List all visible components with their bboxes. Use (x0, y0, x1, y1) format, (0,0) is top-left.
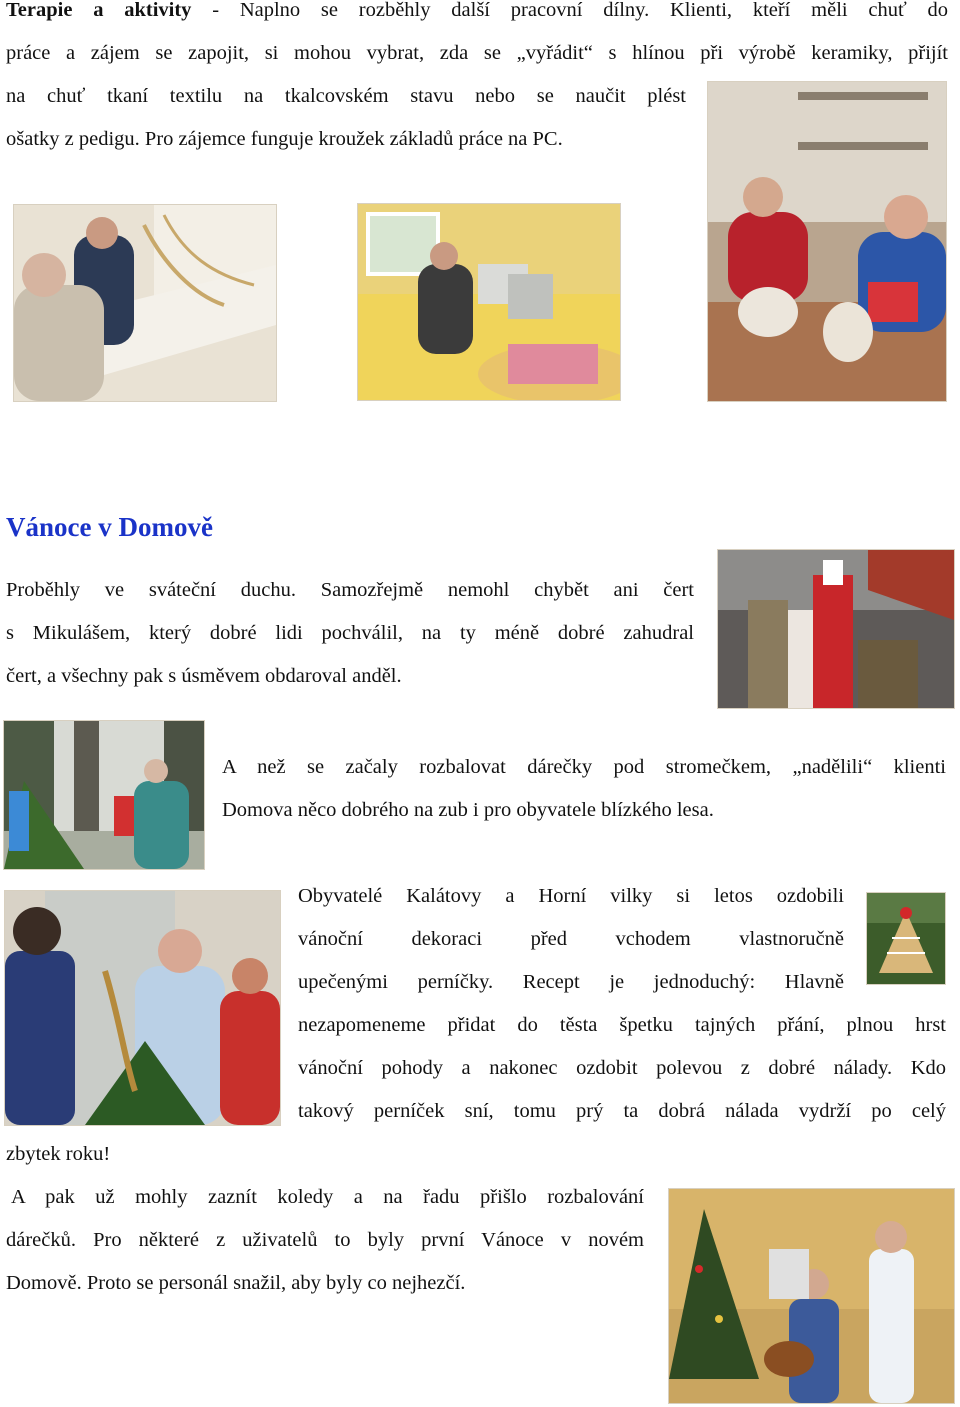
christmas-p2-line-2: Domova něco dobrého na zub i pro obyvatele blízkého lesa. (222, 799, 714, 821)
christmas-p3-line-6: takový perníček sní, tomu prý ta dobrá nálada vydrží po celý (298, 1100, 946, 1122)
photo-gingerbread-tree (866, 892, 946, 985)
christmas-p1-line-2: s Mikulášem, který dobré lidi pochválil, na ty méně dobré zahudral (6, 622, 694, 644)
therapy-line-4: ošatky z pedigu. Pro zájemce funguje kroužek základů práce na PC. (6, 128, 563, 150)
photo-decorating (4, 890, 281, 1126)
christmas-p3-line-2: vánoční dekoraci před vchodem vlastnoručně (298, 928, 844, 950)
photo-forest-visit (3, 720, 205, 870)
photo-st-nicholas (717, 549, 955, 709)
christmas-p3-line-4: nezapomeneme přidat do těsta špetku tajných přání, plnou hrst (298, 1014, 946, 1036)
christmas-p4-line-3: Domově. Proto se personál snažil, aby byly co nejhezčí. (6, 1272, 466, 1294)
photo-basket-weaving (13, 204, 277, 402)
christmas-p1-line-1: Proběhly ve sváteční duchu. Samozřejmě nemohl chybět ani čert (6, 579, 694, 601)
therapy-heading: Terapie a aktivity (6, 0, 192, 21)
christmas-p3-line-7: zbytek roku! (6, 1143, 111, 1165)
therapy-line-2: práce a zájem se zapojit, si mohou vybrat, zda se „vyřádit“ s hlínou při výrobě keramiky, přijít (6, 42, 948, 64)
photo-pc-club (357, 203, 621, 401)
christmas-p1-line-3: čert, a všechny pak s úsměvem obdaroval anděl. (6, 665, 402, 687)
section-title-christmas: Vánoce v Domově (6, 512, 213, 542)
christmas-p3-line-3: upečenými perníčky. Recept je jednoduchý: Hlavně (298, 971, 844, 993)
christmas-p4-line-1: A pak už mohly zaznít koledy a na řadu přišlo rozbalování (11, 1186, 644, 1208)
christmas-p2-line-1: A než se začaly rozbalovat dárečky pod stromečkem, „nadělili“ klienti (222, 756, 946, 778)
photo-pottery (707, 81, 947, 402)
christmas-p3-line-5: vánoční pohody a nakonec ozdobit polevou z dobré nálady. Kdo (298, 1057, 946, 1079)
therapy-line-3: na chuť tkaní textilu na tkalcovském stavu nebo se naučit plést (6, 85, 686, 107)
photo-carols (668, 1188, 955, 1404)
christmas-p3-line-1: Obyvatelé Kalátovy a Horní vilky si letos ozdobili (298, 885, 844, 907)
christmas-p4-line-2: dárečků. Pro některé z uživatelů to byly první Vánoce v novém (6, 1229, 644, 1251)
therapy-line-1: Terapie a aktivity - Naplno se rozběhly další pracovní dílny. Klienti, kteří měli chuť do (6, 0, 948, 21)
